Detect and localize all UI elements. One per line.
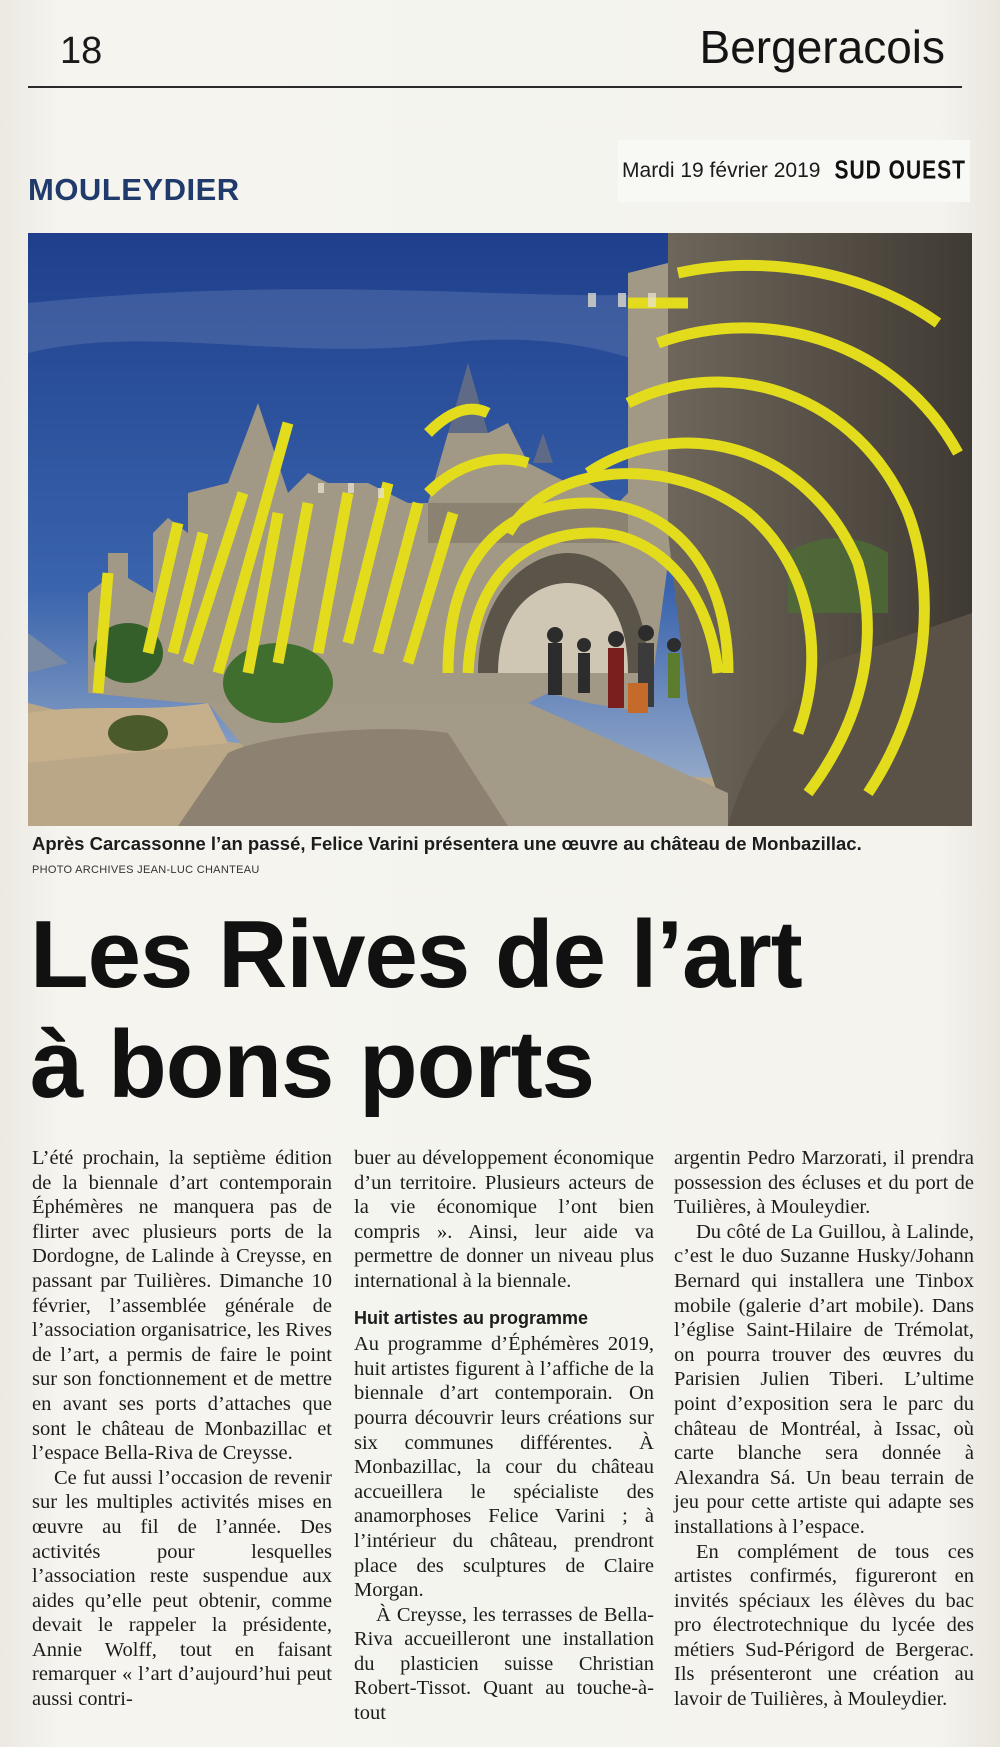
paragraph: À Creysse, les terrasses de Bella-Riva accueilleront une installation du plasticien suisse Christian Robert-Tissot. Quant au touche-à-tout xyxy=(354,1603,654,1725)
headline-line-1: Les Rives de l’art xyxy=(30,901,802,1008)
header-rule xyxy=(28,86,962,88)
article-column-2 xyxy=(354,1146,654,1726)
photo-caption: Après Carcassonne l’an passé, Felice Varini présentera une œuvre au château de Monbazillac. xyxy=(32,833,862,854)
paragraph: L’été prochain, la septième édition de la biennale d’art contemporain Éphémères ne manquera pas de flirter avec plusieurs ports de la Dordogne, de Lalinde à Creysse, en passant par Tuilières. Dimanche 10 février, l’assemblée générale de l’association organisatrice, les Rives de l’art, a permis de faire le point sur son fonctionnement et de mettre en avant ses ports d’attaches que sont le château de Monbazillac et l’espace Bella-Riva de Creysse. xyxy=(32,1147,332,1465)
article-subhead: Huit artistes au programme xyxy=(354,1307,589,1328)
paragraph: Du côté de La Guillou, à Lalinde, c’est le duo Suzanne Husky/Johann Bernard qui installera une Tinbox mobile (galerie d’art mobile). Dans l’église Saint-Hilaire de Trémolat, on pourra trouver des œuvres du Parisien Julien Tiberi. L’ultime point d’exposition sera le parc du château de Montréal, à Issac, où carte blanche sera donnée à Alexandra Sá. Un beau terrain de jeu pour cette artiste qui adapte ses installations à l’espace. xyxy=(674,1220,974,1538)
paragraph: argentin Pedro Marzorati, il prendra possession des écluses et du port de Tuilières, à Mouleydier. xyxy=(674,1147,974,1219)
issue-date: Mardi 19 février 2019 xyxy=(622,159,821,182)
article-headline xyxy=(30,900,930,1120)
section-title: MOULEYDIER xyxy=(28,172,240,207)
paragraph: Au programme d’Éphémères 2019, huit artistes figurent à l’affiche de la biennale d’art contemporain. On pourra découvrir leurs créations sur six communes différentes. À Monbazillac, la cour du château accueillera le spécialiste des anamorphoses Felice Varini ; à l’intérieur du château, prendront place des sculptures de Claire Morgan. xyxy=(354,1333,654,1602)
paragraph: Ce fut aussi l’occasion de revenir sur les multiples activités mises en œuvre au fil de l’année. Des activités pour lesquelles l’association reste suspendue aux aides qu’elle peut obtenir, comme devait le rappeler la présidente, Annie Wolff, tout en faisant remarquer « l’art d’aujourd’hui peut aussi contri- xyxy=(32,1466,332,1711)
article-column-1 xyxy=(32,1146,332,1712)
masthead-logo: SUD OUEST xyxy=(834,156,966,185)
headline-line-2: à bons ports xyxy=(30,1011,595,1118)
paragraph: En complément de tous ces artistes confirmés, figureront en invités spéciaux les élèves du bac pro électrotechnique du lycée des métiers Sud-Périgord de Bergerac. Ils présenteront une création au lavoir de Tuilières, à Mouleydier. xyxy=(674,1540,974,1711)
photo-credit: PHOTO ARCHIVES JEAN-LUC CHANTEAU xyxy=(32,864,260,876)
page-number: 18 xyxy=(60,30,103,72)
article-column-3 xyxy=(674,1146,974,1712)
edition-title: Bergeracois xyxy=(699,21,945,73)
article-photo xyxy=(28,233,972,826)
paragraph: buer au développement économique d’un territoire. Plusieurs acteurs de la vie économique l’ont bien compris ». Ainsi, leur aide va permettre de donner un niveau plus international à la biennale. xyxy=(354,1147,654,1292)
dateline xyxy=(618,140,970,202)
